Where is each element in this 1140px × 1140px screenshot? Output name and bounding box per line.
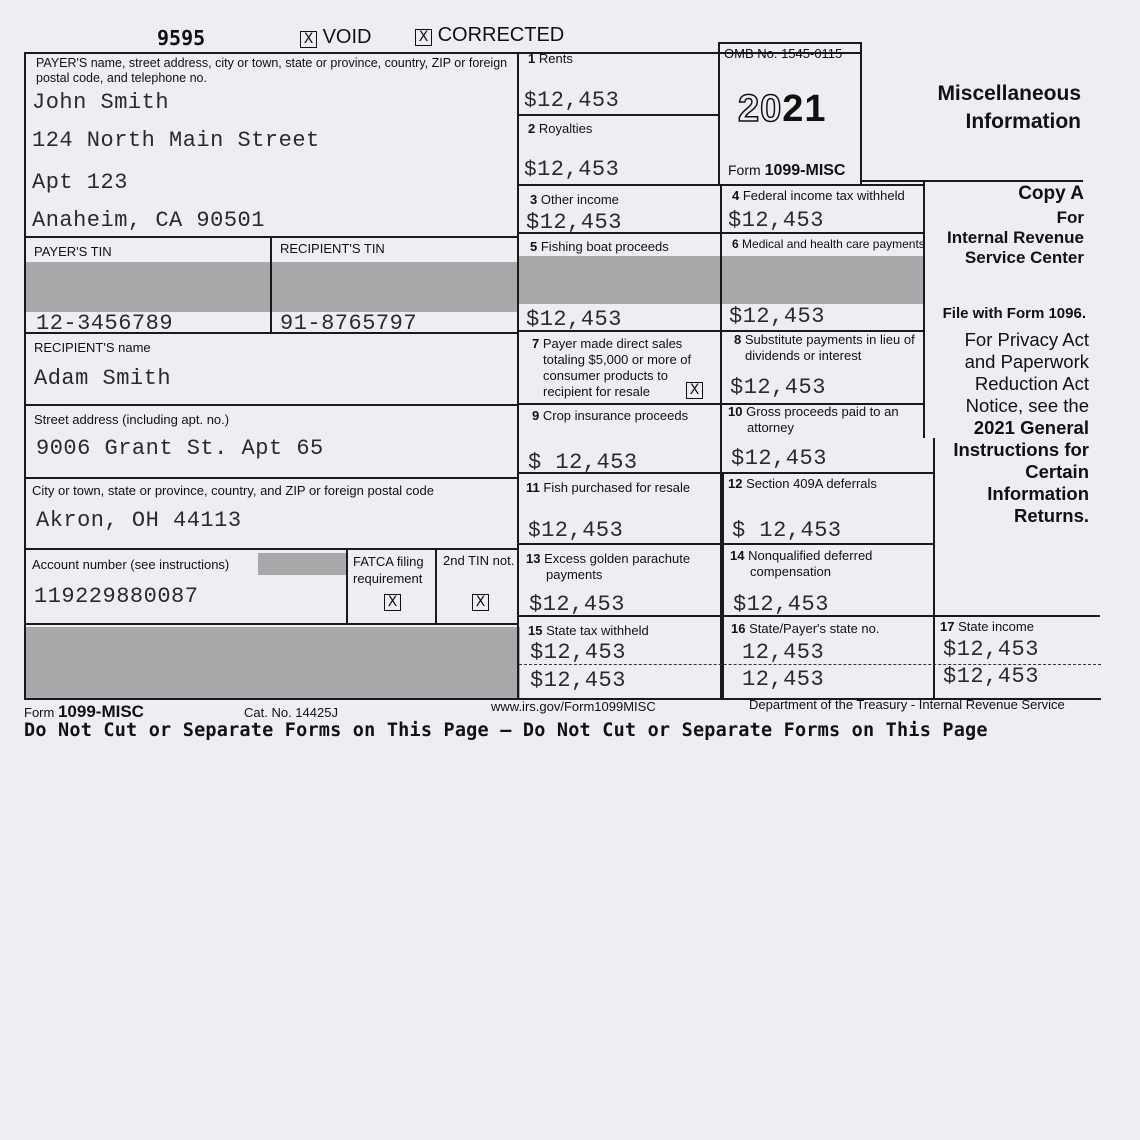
tax-year: 2021 xyxy=(738,88,827,130)
payer-tin-value[interactable]: 12-3456789 xyxy=(36,311,174,336)
file-with: File with Form 1096. xyxy=(942,305,1086,322)
box10-label: 10 Gross proceeds paid to an attorney xyxy=(728,404,899,435)
box17-value-2[interactable]: $12,453 xyxy=(943,664,1039,689)
box17-value-1[interactable]: $12,453 xyxy=(943,637,1039,662)
recipient-name[interactable]: Adam Smith xyxy=(34,366,172,391)
tin2-checkbox[interactable]: X xyxy=(472,594,489,611)
box9-value[interactable]: $ 12,453 xyxy=(528,450,638,475)
box5-label: 5 Fishing boat proceeds xyxy=(530,239,669,254)
corrected-field xyxy=(415,24,564,47)
box3-value[interactable]: $12,453 xyxy=(526,210,622,235)
box17-label: 17 State income xyxy=(940,619,1034,634)
void-checkbox[interactable]: X xyxy=(300,31,317,48)
copy-a-block xyxy=(1018,181,1084,207)
corrected-label: CORRECTED xyxy=(437,24,565,46)
corrected-checkbox[interactable]: X xyxy=(415,29,432,46)
account-value[interactable]: 119229880087 xyxy=(34,584,199,609)
recipient-street[interactable]: 9006 Grant St. Apt 65 xyxy=(36,436,324,461)
box1-label: 1 Rents xyxy=(528,51,573,66)
footer-url[interactable]: www.irs.gov/Form1099MISC xyxy=(491,699,656,714)
bottom-left-shade xyxy=(25,627,520,698)
footer-cat: Cat. No. 14425J xyxy=(244,705,338,720)
box1-value[interactable]: $12,453 xyxy=(524,88,620,113)
box15-label: 15 State tax withheld xyxy=(528,623,649,638)
footer-dept: Department of the Treasury - Internal Revenue Service xyxy=(749,697,1065,712)
box8-value[interactable]: $12,453 xyxy=(730,375,826,400)
copy-a: Copy A xyxy=(1018,183,1084,204)
box6-label: 6 Medical and health care payments xyxy=(732,237,925,251)
box12-label: 12 Section 409A deferrals xyxy=(728,476,877,491)
form-code: 9595 xyxy=(157,26,206,50)
box2-value[interactable]: $12,453 xyxy=(524,157,620,182)
box13-label: 13 Excess golden parachute payments xyxy=(526,551,691,582)
account-label: Account number (see instructions) xyxy=(32,557,230,572)
void-field xyxy=(300,26,371,49)
fatca-label-1: FATCA filing xyxy=(353,554,424,569)
payer-tin-label: PAYER'S TIN xyxy=(34,244,112,259)
fatca-checkbox[interactable]: X xyxy=(384,594,401,611)
box15-value-2[interactable]: $12,453 xyxy=(530,668,626,693)
box2-label: 2 Royalties xyxy=(528,121,593,136)
box10-value[interactable]: $12,453 xyxy=(731,446,827,471)
irs-block: For Internal Revenue Service Center xyxy=(947,208,1084,267)
account-shade xyxy=(258,553,346,575)
box5-6-shade xyxy=(519,256,925,304)
recipient-tin-label: RECIPIENT'S TIN xyxy=(280,241,385,256)
fatca-label-2: requirement xyxy=(353,571,423,586)
box7-label: 7 Payer made direct sales totaling $5,000 or more of consumer products to recipient for resale xyxy=(532,336,692,399)
payer-name[interactable]: John Smith xyxy=(32,90,170,115)
box8-label: 8 Substitute payments in lieu of dividends or interest xyxy=(734,332,915,363)
box11-label: 11 Fish purchased for resale xyxy=(526,480,691,495)
payer-street[interactable]: 124 North Main Street xyxy=(32,128,320,153)
box13-value[interactable]: $12,453 xyxy=(529,592,625,617)
footer-form: Form 1099-MISC xyxy=(24,702,144,721)
box16-label: 16 State/Payer's state no. xyxy=(731,621,880,636)
void-label: VOID xyxy=(322,26,372,48)
box12-value[interactable]: $ 12,453 xyxy=(732,518,842,543)
recipient-name-label: RECIPIENT'S name xyxy=(34,340,151,355)
privacy-notice: For Privacy Act and Paperwork Reduction Act Notice, see the 2021 General Instructions for Certain Information Returns. xyxy=(953,329,1089,526)
box7-checkbox[interactable]: X xyxy=(686,382,703,399)
box4-value[interactable]: $12,453 xyxy=(728,208,824,233)
form-title: Miscellaneous Information xyxy=(937,82,1081,133)
payer-label: PAYER'S name, street address, city or town, state or province, country, ZIP or foreign postal code, and telephone no. xyxy=(36,56,508,85)
footer-warning: Do Not Cut or Separate Forms on This Page — Do Not Cut or Separate Forms on This Page xyxy=(24,720,988,741)
box15-value-1[interactable]: $12,453 xyxy=(530,640,626,665)
omb-label: OMB No. 1545-0115 xyxy=(724,46,843,61)
payer-city[interactable]: Anaheim, CA 90501 xyxy=(32,208,265,233)
omb-form: Form 1099-MISC xyxy=(728,162,846,179)
payer-apt[interactable]: Apt 123 xyxy=(32,170,128,195)
tin2-label: 2nd TIN not. xyxy=(443,553,515,568)
box16-value-2[interactable]: 12,453 xyxy=(742,667,825,692)
box14-label: 14 Nonqualified deferred compensation xyxy=(730,548,873,579)
recipient-street-label: Street address (including apt. no.) xyxy=(34,412,230,427)
box14-value[interactable]: $12,453 xyxy=(733,592,829,617)
box5-value[interactable]: $12,453 xyxy=(526,307,622,332)
box6-value[interactable]: $12,453 xyxy=(729,304,825,329)
recipient-tin-value[interactable]: 91-8765797 xyxy=(280,311,418,336)
recipient-city-label: City or town, state or province, country, and ZIP or foreign postal code xyxy=(32,483,434,498)
box16-value-1[interactable]: 12,453 xyxy=(742,640,825,665)
box3-label: 3 Other income xyxy=(530,192,619,207)
box4-label: 4 Federal income tax withheld xyxy=(732,188,905,203)
recipient-city[interactable]: Akron, OH 44113 xyxy=(36,508,242,533)
box11-value[interactable]: $12,453 xyxy=(528,518,624,543)
box9-label: 9 Crop insurance proceeds xyxy=(532,408,689,423)
